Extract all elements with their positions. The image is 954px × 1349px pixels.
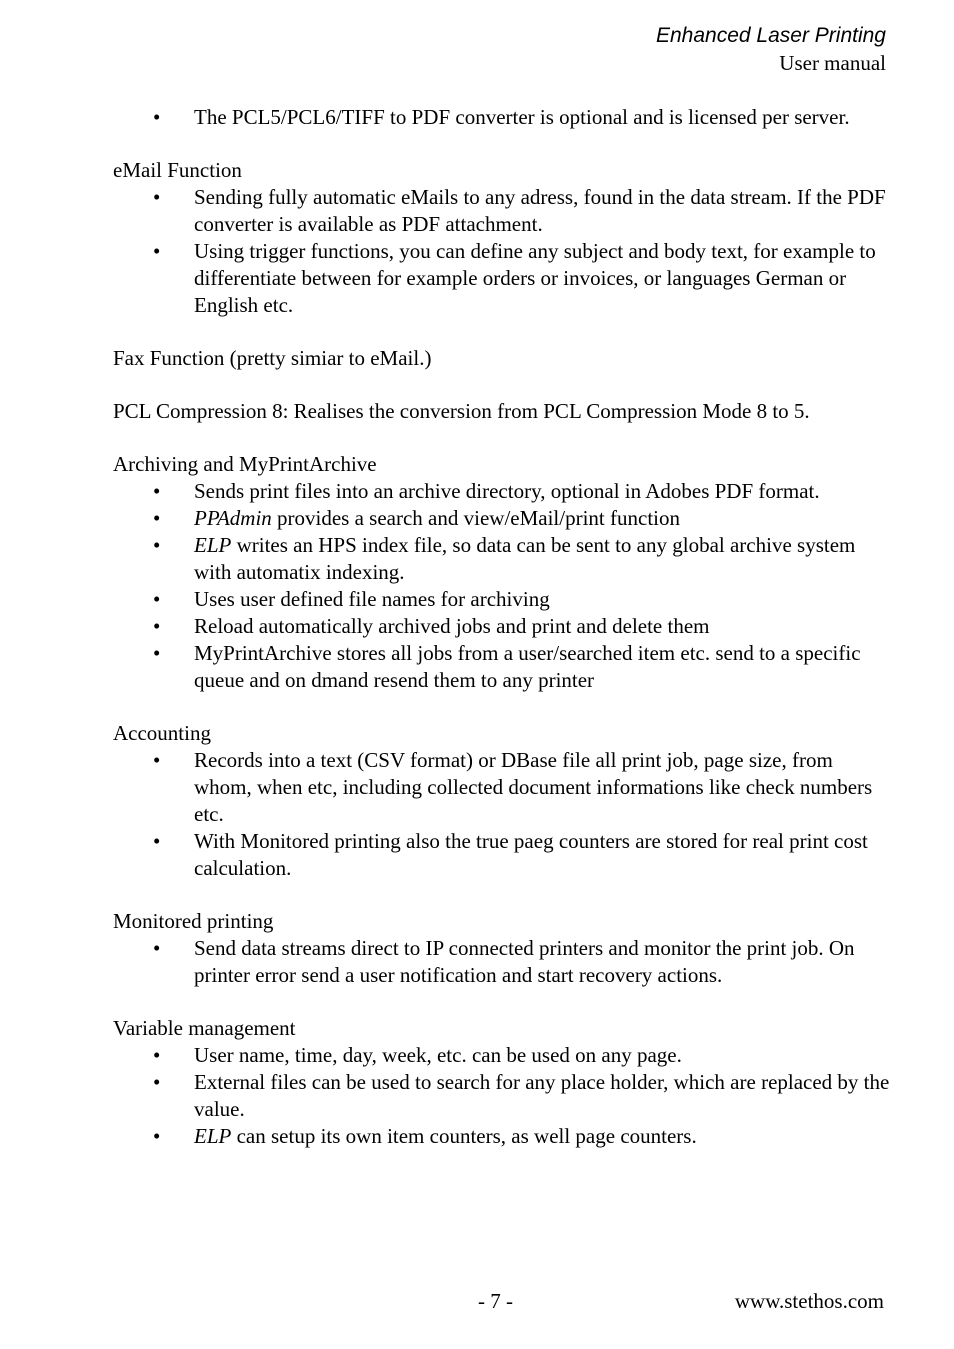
list-item: • MyPrintArchive stores all jobs from a user/searched item etc. send to a specific queue and on dmand resend them to any printer xyxy=(113,640,893,694)
list-item xyxy=(113,505,893,532)
email-list xyxy=(113,184,893,319)
list-item: • Using trigger functions, you can define any subject and body text, for example to differentiate between for example orders or invoices, or languages German or English etc. xyxy=(113,238,893,319)
accounting-section xyxy=(113,720,893,882)
page-body xyxy=(113,104,893,1176)
list-item: • Sends print files into an archive directory, optional in Adobes PDF format. xyxy=(113,478,893,505)
list-item xyxy=(113,532,893,586)
list-item: • External files can be used to search for any place holder, which are replaced by the value. xyxy=(113,1069,893,1123)
list-item-text: provides a search and view/eMail/print function xyxy=(271,506,680,530)
section-heading-monitored: Monitored printing xyxy=(113,909,274,933)
list-item: • Sending fully automatic eMails to any adress, found in the data stream. If the PDF converter is available as PDF attachment. xyxy=(113,184,893,238)
monitored-section xyxy=(113,908,893,989)
section-heading-variable: Variable management xyxy=(113,1016,296,1040)
section-heading-email: eMail Function xyxy=(113,158,242,182)
list-item: • With Monitored printing also the true paeg counters are stored for real print cost calculation. xyxy=(113,828,893,882)
list-item: • User name, time, day, week, etc. can be used on any page. xyxy=(113,1042,893,1069)
document-title: Enhanced Laser Printing xyxy=(656,24,886,47)
variable-section xyxy=(113,1015,893,1150)
page-header xyxy=(656,22,886,76)
list-item: • Send data streams direct to IP connected printers and monitor the print job. On printer error send a user notification and start recovery actions. xyxy=(113,935,893,989)
list-item: • Reload automatically archived jobs and print and delete them xyxy=(113,613,893,640)
list-item-text: can setup its own item counters, as well page counters. xyxy=(231,1124,697,1148)
archiving-list xyxy=(113,478,893,694)
section-heading-pcl: PCL Compression 8: Realises the conversion from PCL Compression Mode 8 to 5. xyxy=(113,399,810,423)
fax-section xyxy=(113,345,893,372)
document-subtitle: User manual xyxy=(779,51,886,75)
intro-section xyxy=(113,104,893,131)
product-name-elp: ELP xyxy=(194,533,232,557)
page-number: - 7 - xyxy=(478,1289,513,1313)
monitored-list xyxy=(113,935,893,989)
accounting-list xyxy=(113,747,893,882)
section-heading-archiving: Archiving and MyPrintArchive xyxy=(113,452,377,476)
product-name-elp: ELP xyxy=(194,1124,232,1148)
intro-list xyxy=(113,104,893,131)
footer-url: www.stethos.com xyxy=(734,1289,884,1313)
archiving-section xyxy=(113,451,893,694)
product-name-ppadmin: PPAdmin xyxy=(194,506,272,530)
pcl-section xyxy=(113,398,893,425)
list-item xyxy=(113,1123,893,1150)
list-item: • The PCL5/PCL6/TIFF to PDF converter is optional and is licensed per server. xyxy=(113,104,893,131)
variable-list xyxy=(113,1042,893,1150)
email-section xyxy=(113,157,893,319)
list-item-text: writes an HPS index file, so data can be sent to any global archive system with automatix indexing. xyxy=(194,533,856,584)
list-item: • Uses user defined file names for archiving xyxy=(113,586,893,613)
section-heading-accounting: Accounting xyxy=(113,721,211,745)
section-heading-fax: Fax Function (pretty simiar to eMail.) xyxy=(113,346,432,370)
list-item: • Records into a text (CSV format) or DBase file all print job, page size, from whom, when etc, including collected document informations like check numbers etc. xyxy=(113,747,893,828)
